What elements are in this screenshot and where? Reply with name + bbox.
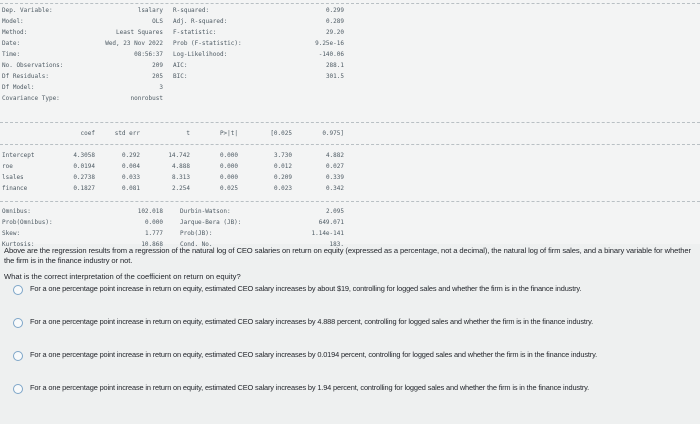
answer-option-text: For a one percentage point increase in return on equity, estimated CEO salary increases by 4.888 percent, controlling for logged sales and whether the firm is in the finance industry. bbox=[30, 317, 594, 326]
cell-ci-upper: 0.027 bbox=[325, 163, 344, 170]
answer-option-text: For a one percentage point increase in return on equity, estimated CEO salary increases by 1.94 percent, controlling for logged sales and whether the firm is in the finance industry. bbox=[30, 383, 590, 392]
cell-t: 2.254 bbox=[171, 185, 190, 192]
value-df-model: 3 bbox=[159, 84, 163, 91]
cell-p-value: 0.000 bbox=[219, 152, 238, 159]
row-name-roe: roe bbox=[2, 163, 13, 170]
header-std-err: std err bbox=[114, 130, 140, 137]
cell-ci-lower: 0.209 bbox=[273, 174, 292, 181]
label-prob-f-statistic: Prob (F-statistic): bbox=[173, 40, 242, 47]
value-r-squared: 0.299 bbox=[325, 7, 344, 14]
label-covariance-type: Covariance Type: bbox=[2, 95, 60, 102]
label-prob-omnibus: Prob(Omnibus): bbox=[2, 219, 53, 226]
value-dep-variable: lsalary bbox=[137, 7, 163, 14]
cell-ci-upper: 0.339 bbox=[325, 174, 344, 181]
radio-button[interactable] bbox=[13, 318, 23, 328]
cell-coef: 4.3058 bbox=[73, 152, 95, 159]
value-aic: 288.1 bbox=[325, 62, 344, 69]
value-covariance-type: nonrobust bbox=[130, 95, 163, 102]
value-date: Wed, 23 Nov 2022 bbox=[105, 40, 163, 47]
label-adj-r-squared: Adj. R-squared: bbox=[173, 18, 228, 25]
header-ci-lower: [0.025 bbox=[270, 130, 292, 137]
label-date: Date: bbox=[2, 40, 21, 47]
answer-option-text: For a one percentage point increase in return on equity, estimated CEO salary increases by 0.0194 percent, controlling for logged sales and whether the firm is in the finance industry. bbox=[30, 350, 597, 359]
value-prob-jb: 1.14e-141 bbox=[311, 230, 344, 237]
value-prob-f-statistic: 9.25e-16 bbox=[315, 40, 344, 47]
radio-button[interactable] bbox=[13, 384, 23, 394]
label-aic: AIC: bbox=[173, 62, 188, 69]
value-log-likelihood: -140.06 bbox=[318, 51, 344, 58]
cell-coef: 0.0194 bbox=[73, 163, 95, 170]
radio-button[interactable] bbox=[13, 285, 23, 295]
value-model: OLS bbox=[152, 18, 163, 25]
value-bic: 301.5 bbox=[325, 73, 344, 80]
header-ci-upper: 0.975] bbox=[322, 130, 344, 137]
row-name-intercept: Intercept bbox=[2, 152, 35, 159]
label-df-residuals: Df Residuals: bbox=[2, 73, 49, 80]
cell-ci-upper: 0.342 bbox=[325, 185, 344, 192]
label-cond-no: Cond. No. bbox=[180, 241, 213, 248]
cell-p-value: 0.000 bbox=[219, 174, 238, 181]
value-method: Least Squares bbox=[116, 29, 163, 36]
label-time: Time: bbox=[2, 51, 21, 58]
value-prob-omnibus: 0.000 bbox=[144, 219, 163, 226]
cell-std-err: 0.033 bbox=[121, 174, 140, 181]
label-no-observations: No. Observations: bbox=[2, 62, 64, 69]
cell-std-err: 0.004 bbox=[121, 163, 140, 170]
label-f-statistic: F-statistic: bbox=[173, 29, 217, 36]
label-dep-variable: Dep. Variable: bbox=[2, 7, 53, 14]
cell-ci-lower: 3.730 bbox=[273, 152, 292, 159]
label-omnibus: Omnibus: bbox=[2, 208, 31, 215]
value-omnibus: 102.018 bbox=[137, 208, 163, 215]
cell-coef: 0.1827 bbox=[73, 185, 95, 192]
label-kurtosis: Kurtosis: bbox=[2, 241, 35, 248]
value-skew: 1.777 bbox=[144, 230, 163, 237]
cell-t: 4.888 bbox=[171, 163, 190, 170]
cell-ci-lower: 0.012 bbox=[273, 163, 292, 170]
cell-ci-lower: 0.023 bbox=[273, 185, 292, 192]
divider bbox=[0, 122, 700, 123]
divider bbox=[0, 3, 700, 4]
value-time: 08:56:37 bbox=[134, 51, 163, 58]
radio-button[interactable] bbox=[13, 351, 23, 361]
answer-option-text: For a one percentage point increase in return on equity, estimated CEO salary increases by about $19, controlling for logged sales and whether the firm is in the finance industry. bbox=[30, 284, 582, 293]
cell-std-err: 0.081 bbox=[121, 185, 140, 192]
question-intro: Above are the regression results from a regression of the natural log of CEO salaries on return on equity (expressed as a percentage, not a decimal), the natural log of firm sales, and a binary variable for whether the firm is in the finance industry or not. bbox=[4, 246, 691, 265]
cell-std-err: 0.292 bbox=[121, 152, 140, 159]
cell-t: 14.742 bbox=[168, 152, 190, 159]
cell-coef: 0.2738 bbox=[73, 174, 95, 181]
value-jarque-bera: 649.071 bbox=[318, 219, 344, 226]
value-kurtosis: 10.868 bbox=[141, 241, 163, 248]
header-p-value: P>|t| bbox=[219, 130, 238, 137]
value-cond-no: 183. bbox=[329, 241, 344, 248]
value-durbin-watson: 2.095 bbox=[325, 208, 344, 215]
label-jarque-bera: Jarque-Bera (JB): bbox=[180, 219, 242, 226]
cell-p-value: 0.000 bbox=[219, 163, 238, 170]
label-df-model: Df Model: bbox=[2, 84, 35, 91]
question-prompt: What is the correct interpretation of the coefficient on return on equity? bbox=[4, 272, 241, 281]
value-df-residuals: 205 bbox=[152, 73, 163, 80]
cell-ci-upper: 4.882 bbox=[325, 152, 344, 159]
cell-t: 8.313 bbox=[171, 174, 190, 181]
label-log-likelihood: Log-Likelihood: bbox=[173, 51, 228, 58]
cell-p-value: 0.025 bbox=[219, 185, 238, 192]
label-method: Method: bbox=[2, 29, 28, 36]
label-skew: Skew: bbox=[2, 230, 21, 237]
value-adj-r-squared: 0.289 bbox=[325, 18, 344, 25]
label-prob-jb: Prob(JB): bbox=[180, 230, 213, 237]
label-r-squared: R-squared: bbox=[173, 7, 210, 14]
header-t: t bbox=[186, 130, 190, 137]
value-f-statistic: 29.20 bbox=[325, 29, 344, 36]
label-durbin-watson: Durbin-Watson: bbox=[180, 208, 231, 215]
label-model: Model: bbox=[2, 18, 24, 25]
header-coef: coef bbox=[80, 130, 95, 137]
value-no-observations: 209 bbox=[152, 62, 163, 69]
divider bbox=[0, 201, 700, 202]
divider bbox=[0, 144, 700, 145]
row-name-lsales: lsales bbox=[2, 174, 24, 181]
label-bic: BIC: bbox=[173, 73, 188, 80]
row-name-finance: finance bbox=[2, 185, 28, 192]
